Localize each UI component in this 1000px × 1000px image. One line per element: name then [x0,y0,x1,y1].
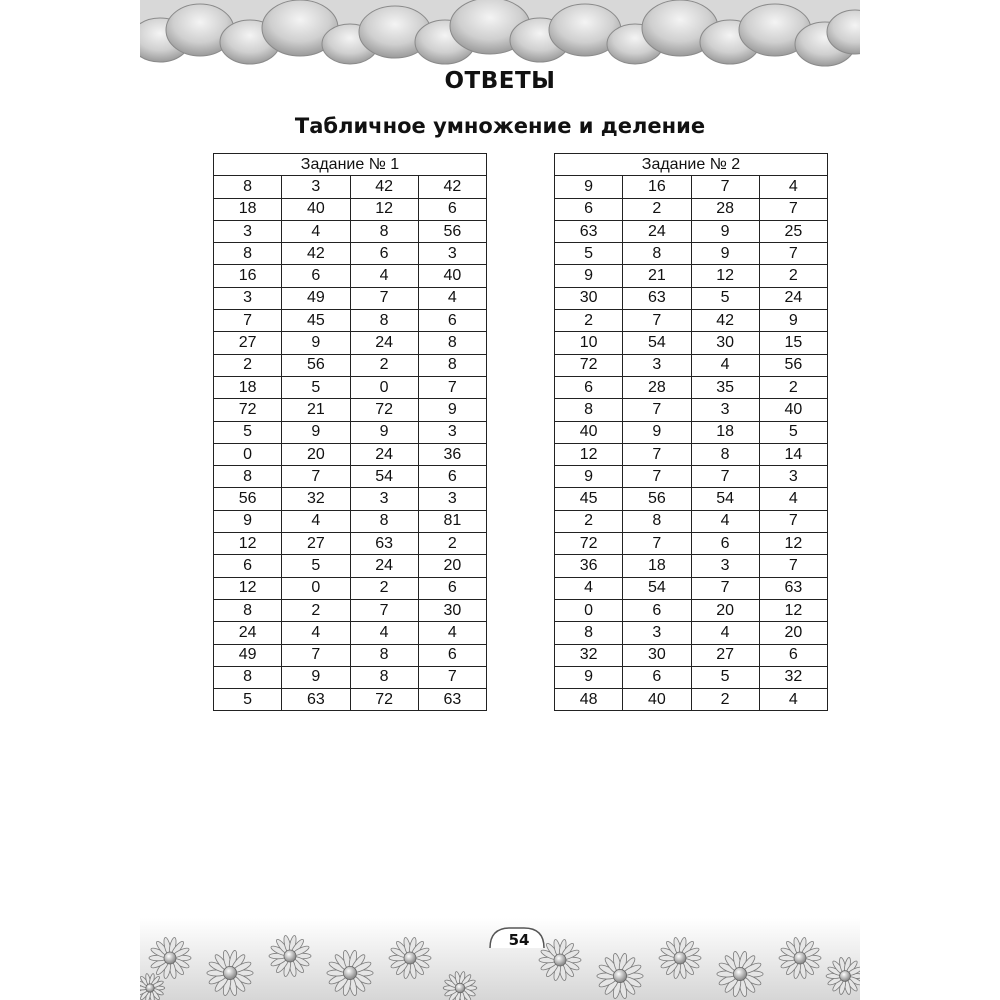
task2-cell: 10 [555,332,623,354]
task2-cell: 25 [759,220,827,242]
table-row [555,265,828,287]
table-row [214,443,487,465]
table-row [214,354,487,376]
table-row [555,644,828,666]
task1-cell: 6 [418,466,486,488]
task2-cell: 7 [623,399,691,421]
task2-cell: 7 [759,555,827,577]
task1-cell: 3 [350,488,418,510]
task1-cell: 12 [214,577,282,599]
task2-cell: 7 [623,466,691,488]
table-row [555,666,828,688]
task1-cell: 56 [214,488,282,510]
table-row [214,533,487,555]
task1-cell: 7 [350,287,418,309]
task1-cell: 8 [214,466,282,488]
task2-cell: 7 [691,466,759,488]
task2-cell: 8 [691,443,759,465]
task2-cell: 36 [555,555,623,577]
task1-cell: 21 [282,399,350,421]
task1-cell: 6 [350,243,418,265]
task1-cell: 0 [282,577,350,599]
task1-cell: 56 [418,220,486,242]
task2-cell: 54 [691,488,759,510]
task2-cell: 12 [759,533,827,555]
task1-cell: 8 [418,332,486,354]
task1-cell: 63 [350,533,418,555]
task1-cell: 9 [282,421,350,443]
task1-cell: 6 [418,310,486,332]
table-row [214,399,487,421]
table-row [555,376,828,398]
table-row [214,243,487,265]
table-row [214,220,487,242]
task1-cell: 32 [282,488,350,510]
task1-cell: 4 [282,220,350,242]
task2-cell: 6 [691,533,759,555]
table-row [555,599,828,621]
table-row [214,622,487,644]
task2-cell: 9 [623,421,691,443]
table-row [555,220,828,242]
task2-cell: 7 [759,510,827,532]
task2-cell: 2 [759,265,827,287]
task2-cell: 4 [691,622,759,644]
task2-cell: 7 [691,577,759,599]
task1-cell: 6 [418,644,486,666]
table-row [214,488,487,510]
task2-cell: 4 [759,176,827,198]
task2-cell: 12 [691,265,759,287]
task1-cell: 6 [418,577,486,599]
table-row [214,287,487,309]
table-row [214,510,487,532]
task2-cell: 12 [759,599,827,621]
task2-cell: 40 [759,399,827,421]
task2-cell: 21 [623,265,691,287]
task1-cell: 27 [214,332,282,354]
task1-cell: 0 [214,443,282,465]
task2-cell: 3 [759,466,827,488]
task2-cell: 45 [555,488,623,510]
task2-cell: 72 [555,354,623,376]
task2-cell: 7 [759,198,827,220]
task2-cell: 9 [555,666,623,688]
task1-cell: 81 [418,510,486,532]
task1-cell: 4 [282,510,350,532]
task1-cell: 9 [282,666,350,688]
task2-cell: 8 [555,399,623,421]
task2-cell: 27 [691,644,759,666]
table-row [555,198,828,220]
task1-cell: 8 [214,243,282,265]
task1-cell: 5 [282,555,350,577]
task2-cell: 7 [759,243,827,265]
table-row [555,577,828,599]
task1-cell: 24 [350,443,418,465]
task1-cell: 7 [282,644,350,666]
task2-cell: 9 [759,310,827,332]
task1-cell: 49 [282,287,350,309]
task2-cell: 7 [623,310,691,332]
task2-cell: 3 [691,555,759,577]
task2-cell: 5 [555,243,623,265]
task1-cell: 7 [418,376,486,398]
table-row [214,666,487,688]
task2-cell: 63 [555,220,623,242]
task2-cell: 9 [555,466,623,488]
table-row [555,555,828,577]
task1-cell: 16 [214,265,282,287]
task2-cell: 56 [759,354,827,376]
table-row [555,466,828,488]
page-number: 54 [508,931,530,949]
task2-cell: 30 [555,287,623,309]
task2-cell: 54 [623,577,691,599]
task2-cell: 8 [555,622,623,644]
task1-cell: 6 [282,265,350,287]
task2-cell: 28 [623,376,691,398]
task1-cell: 4 [350,622,418,644]
table-row [555,443,828,465]
table-row [555,310,828,332]
task1-cell: 4 [350,265,418,287]
task1-cell: 3 [418,488,486,510]
task2-cell: 54 [623,332,691,354]
task1-cell: 27 [282,533,350,555]
table-row [214,198,487,220]
task1-cell: 3 [418,243,486,265]
task2-cell: 18 [623,555,691,577]
task1-header: Задание № 1 [214,154,487,176]
task2-cell: 32 [555,644,623,666]
task1-cell: 5 [282,376,350,398]
task2-cell: 3 [691,399,759,421]
task1-cell: 24 [214,622,282,644]
task2-cell: 8 [623,243,691,265]
table-row [555,243,828,265]
task2-cell: 8 [623,510,691,532]
task2-cell: 63 [759,577,827,599]
task2-cell: 2 [759,376,827,398]
task1-cell: 7 [214,310,282,332]
table-row [555,689,828,711]
task1-cell: 42 [418,176,486,198]
table-row [555,510,828,532]
task2-cell: 14 [759,443,827,465]
task1-cell: 5 [214,689,282,711]
task2-cell: 9 [555,265,623,287]
table-row [555,332,828,354]
task2-cell: 48 [555,689,623,711]
task1-cell: 20 [418,555,486,577]
task1-cell: 8 [350,310,418,332]
task1-cell: 56 [282,354,350,376]
task1-cell: 4 [418,287,486,309]
task2-cell: 5 [691,666,759,688]
task1-cell: 24 [350,332,418,354]
task2-cell: 6 [555,376,623,398]
task2-cell: 15 [759,332,827,354]
task2-cell: 6 [555,198,623,220]
table-row [214,421,487,443]
task1-cell: 18 [214,198,282,220]
task1-cell: 4 [418,622,486,644]
table-row [214,466,487,488]
task1-cell: 3 [418,421,486,443]
task2-cell: 2 [555,510,623,532]
table-row [214,332,487,354]
task2-cell: 30 [623,644,691,666]
table-row [555,488,828,510]
table-row [214,265,487,287]
task1-cell: 5 [214,421,282,443]
task1-cell: 8 [214,599,282,621]
task2-cell: 6 [759,644,827,666]
table-row [555,421,828,443]
task1-cell: 72 [350,399,418,421]
task2-cell: 16 [623,176,691,198]
task2-cell: 2 [623,198,691,220]
task2-cell: 6 [623,599,691,621]
task2-cell: 7 [623,443,691,465]
task1-cell: 7 [282,466,350,488]
task1-cell: 72 [350,689,418,711]
task2-cell: 63 [623,287,691,309]
task1-cell: 40 [282,198,350,220]
clouds-decoration-icon [140,0,860,70]
task2-cell: 42 [691,310,759,332]
page-title: ОТВЕТЫ [444,68,556,94]
task2-cell: 7 [623,533,691,555]
task1-cell: 49 [214,644,282,666]
task1-cell: 12 [350,198,418,220]
table-row [214,555,487,577]
task2-cell: 9 [555,176,623,198]
task2-header: Задание № 2 [555,154,828,176]
task2-cell: 32 [759,666,827,688]
task2-cell: 9 [691,243,759,265]
task1-cell: 7 [350,599,418,621]
table-row [214,689,487,711]
task1-cell: 8 [350,220,418,242]
task1-cell: 9 [214,510,282,532]
table-row [214,310,487,332]
task1-cell: 8 [214,666,282,688]
task2-cell: 56 [623,488,691,510]
table-row [555,533,828,555]
task2-cell: 3 [623,354,691,376]
table-row [214,644,487,666]
task1-cell: 8 [350,644,418,666]
task2-cell: 20 [759,622,827,644]
task2-cell: 2 [555,310,623,332]
task1-cell: 8 [418,354,486,376]
task2-cell: 4 [691,510,759,532]
task2-cell: 4 [759,689,827,711]
task1-cell: 2 [350,354,418,376]
table-row [555,287,828,309]
task1-cell: 9 [282,332,350,354]
task1-cell: 3 [282,176,350,198]
table-row [214,599,487,621]
table-row [214,376,487,398]
task1-cell: 3 [214,287,282,309]
task1-cell: 20 [282,443,350,465]
task2-cell: 28 [691,198,759,220]
task2-cell: 18 [691,421,759,443]
section-title: Табличное умножение и деление [294,114,706,138]
task1-cell: 6 [214,555,282,577]
task2-cell: 40 [623,689,691,711]
task2-cell: 30 [691,332,759,354]
task1-cell: 2 [418,533,486,555]
task1-cell: 4 [282,622,350,644]
task1-cell: 8 [214,176,282,198]
task1-cell: 24 [350,555,418,577]
table-row [214,176,487,198]
task1-cell: 45 [282,310,350,332]
task2-cell: 40 [555,421,623,443]
task2-cell: 5 [759,421,827,443]
task2-cell: 0 [555,599,623,621]
task2-cell: 24 [623,220,691,242]
table-row [555,399,828,421]
task1-cell: 2 [350,577,418,599]
task1-cell: 63 [418,689,486,711]
task1-cell: 36 [418,443,486,465]
task2-cell: 2 [691,689,759,711]
task2-cell: 35 [691,376,759,398]
task1-cell: 40 [418,265,486,287]
task2-cell: 72 [555,533,623,555]
task1-cell: 6 [418,198,486,220]
task1-cell: 12 [214,533,282,555]
task2-cell: 24 [759,287,827,309]
task1-cell: 0 [350,376,418,398]
task2-cell: 12 [555,443,623,465]
task1-cell: 2 [214,354,282,376]
task2-cell: 3 [623,622,691,644]
task1-cell: 42 [350,176,418,198]
table-row [555,176,828,198]
task1-cell: 9 [350,421,418,443]
task1-cell: 9 [418,399,486,421]
task1-cell: 54 [350,466,418,488]
task1-cell: 3 [214,220,282,242]
task1-cell: 8 [350,666,418,688]
task2-cell: 6 [623,666,691,688]
task2-table [554,153,828,711]
task1-cell: 2 [282,599,350,621]
task2-cell: 5 [691,287,759,309]
task1-cell: 8 [350,510,418,532]
task2-cell: 7 [691,176,759,198]
table-row [214,577,487,599]
table-row [555,622,828,644]
task2-cell: 20 [691,599,759,621]
task1-cell: 30 [418,599,486,621]
task1-cell: 63 [282,689,350,711]
task1-cell: 72 [214,399,282,421]
task1-table [213,153,487,711]
table-row [555,354,828,376]
task2-cell: 4 [691,354,759,376]
task1-cell: 18 [214,376,282,398]
task2-cell: 9 [691,220,759,242]
task1-cell: 42 [282,243,350,265]
task2-cell: 4 [555,577,623,599]
task2-cell: 4 [759,488,827,510]
task1-cell: 7 [418,666,486,688]
